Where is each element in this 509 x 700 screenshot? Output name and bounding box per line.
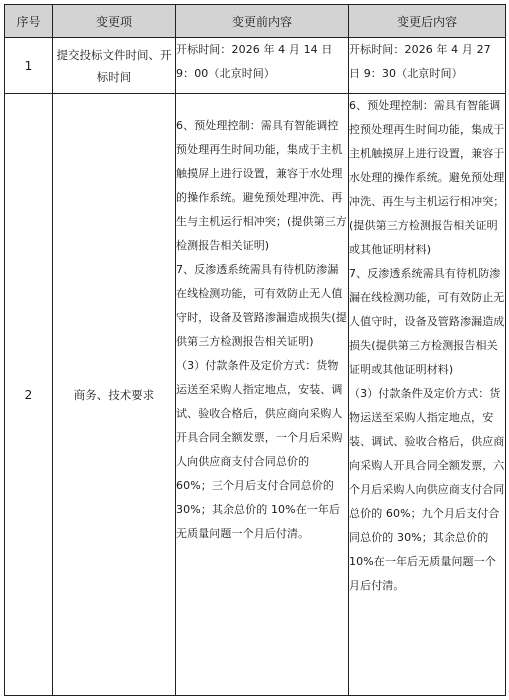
spacer [176, 94, 348, 114]
change-table [4, 4, 506, 696]
after-content [349, 38, 506, 94]
header-after: 变更后内容 [349, 5, 506, 38]
after-content [349, 94, 506, 696]
change-item: 提交投标文件时间、开标时间 [53, 38, 176, 94]
after-paragraph: （3）付款条件及定价方式：货物运送至采购人指定地点，安装、调试、验收合格后，供应商向采购人开具合同全额发票，六个月后采购人向供应商支付合同总价的 60%；九个月后支付合同总价的 30%；其余总价的 10%在一年后无质量问题一个月后付清。 [349, 387, 505, 592]
before-content [176, 94, 349, 696]
header-item: 变更项 [53, 5, 176, 38]
row-number: 2 [5, 94, 53, 696]
before-paragraph: 开标时间：2026 年 4 月 14 日 9：00（北京时间） [176, 43, 337, 80]
header-before: 变更前内容 [176, 5, 349, 38]
header-no: 序号 [5, 5, 53, 38]
change-item: 商务、技术要求 [53, 94, 176, 696]
after-paragraph: 开标时间：2026 年 4 月 27 日 9：30（北京时间） [349, 43, 495, 80]
after-paragraph: 7、反渗透系统需具有待机防渗漏在线检测功能，可有效防止无人值守时，设备及管路渗漏造成损失(提供第三方检测报告相关证明或其他证明材料) [349, 267, 505, 376]
before-paragraph: 7、反渗透系统需具有待机防渗漏在线检测功能，可有效防止无人值守时，设备及管路渗漏造成损失(提供第三方检测报告相关证明) [176, 263, 347, 348]
after-paragraph: 6、预处理控制：需具有智能调控预处理再生时间功能，集成于主机触摸屏上进行设置，兼容于水处理的操作系统。避免预处理冲洗、再生与主机运行相冲突；(提供第三方检测报告相关证明或其他证明材料) [349, 99, 505, 256]
before-content [176, 38, 349, 94]
before-paragraph: （3）付款条件及定价方式：货物运送至采购人指定地点，安装、调试、验收合格后，供应商向采购人开具合同全额发票，一个月后采购人向供应商支付合同总价的 60%；三个月后支付合同总价的 30%；其余总价的 10%在一年后无质量问题一个月后付清。 [176, 359, 343, 540]
before-paragraph: 6、预处理控制：需具有智能调控预处理再生时间功能，集成于主机触摸屏上进行设置，兼容于水处理的操作系统。避免预处理冲洗、再生与主机运行相冲突；(提供第三方检测报告相关证明) [176, 119, 347, 252]
table-row [5, 94, 506, 696]
table-row [5, 38, 506, 94]
table-header-row [5, 5, 506, 38]
row-number: 1 [5, 38, 53, 94]
